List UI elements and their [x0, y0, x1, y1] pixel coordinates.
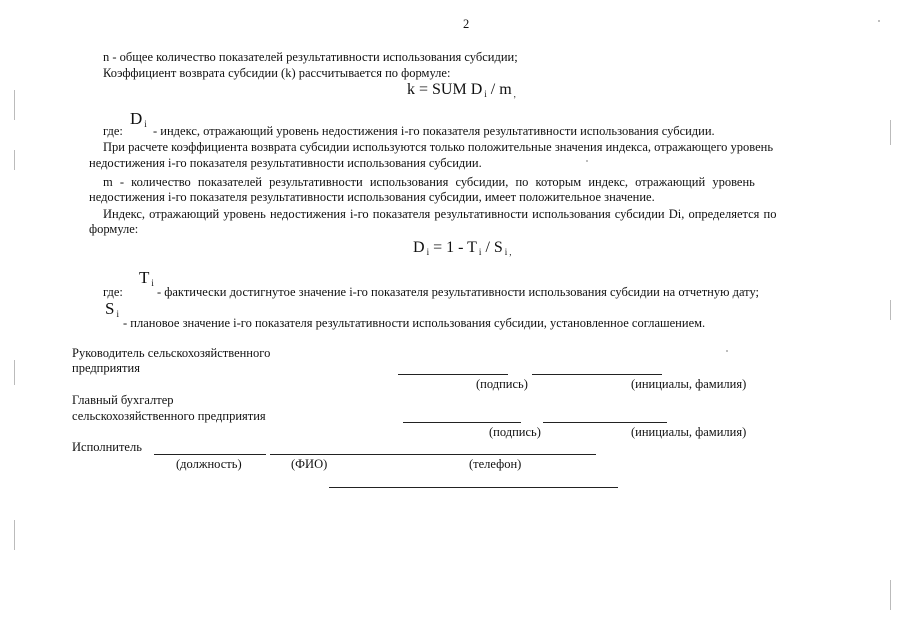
formula-d-eq: = 1 - T: [433, 239, 477, 256]
symbol-s-letter: S: [105, 299, 115, 318]
symbol-d: [130, 111, 147, 129]
formula-k-right: / m: [490, 81, 512, 98]
formula-d-s-sub: i: [504, 247, 508, 257]
scan-dot: [586, 160, 588, 162]
scan-dot: [726, 350, 728, 352]
accountant-label-1: Главный бухгалтер: [72, 393, 174, 407]
accountant-name-line: [543, 422, 667, 423]
where-label-d: где:: [103, 124, 123, 138]
where-label-t: где:: [103, 285, 123, 299]
accountant-signature-caption: (подпись): [489, 425, 541, 439]
formula-d-tail: ,: [509, 247, 512, 257]
executor-position-line: [154, 454, 266, 455]
executor-label: Исполнитель: [72, 440, 142, 454]
bottom-line: [329, 487, 618, 488]
accountant-label-2: сельскохозяйственного предприятия: [72, 409, 266, 423]
page-number: 2: [463, 17, 470, 31]
formula-k: [407, 82, 516, 99]
formula-d: [413, 240, 512, 257]
symbol-t: [139, 270, 154, 288]
head-label-2: предприятия: [72, 361, 140, 375]
scan-mark: [14, 90, 15, 120]
formula-d-letter: D: [413, 239, 425, 256]
accountant-signature-line: [403, 422, 521, 423]
m-definition-2: недостижения i-го показателя результативности использования субсидии, имеет положительное значение.: [89, 190, 655, 204]
s-definition: - плановое значение i-го показателя результативности использования субсидии, установленное соглашением.: [123, 316, 706, 330]
position-caption: (должность): [176, 457, 242, 471]
positive-line-2: недостижения i-го показателя результативности использования субсидии.: [89, 156, 482, 170]
scan-mark: [14, 360, 15, 385]
n-definition: n - общее количество показателей результативности использования субсидии;: [103, 50, 518, 64]
t-definition: - фактически достигнутое значение i-го показателя результативности использования субсидии на отчетную дату;: [157, 285, 760, 299]
scan-mark: [890, 580, 891, 610]
symbol-t-letter: T: [139, 268, 150, 287]
symbol-s: [105, 301, 119, 319]
formula-d-sub: i: [426, 247, 430, 257]
head-initials-caption: (инициалы, фамилия): [631, 377, 747, 391]
formula-d-slash: / S: [485, 239, 503, 256]
executor-fio-phone-line: [270, 454, 596, 455]
di-intro-1: Индекс, отражающий уровень недостижения i-го показателя результативности использования субсидии Di, определяется по: [103, 207, 777, 221]
formula-k-tail: ,: [513, 89, 516, 99]
symbol-d-sub: i: [144, 119, 147, 129]
scan-mark: [890, 300, 891, 320]
symbol-d-letter: D: [130, 109, 143, 128]
symbol-t-sub: i: [151, 278, 154, 288]
scan-dot: [878, 20, 880, 22]
fio-caption: (ФИО): [291, 457, 328, 471]
head-signature-line: [398, 374, 508, 375]
scan-mark: [890, 120, 891, 145]
head-label-1: Руководитель сельскохозяйственного: [72, 346, 271, 360]
accountant-initials-caption: (инициалы, фамилия): [631, 425, 747, 439]
scan-mark: [14, 150, 15, 170]
head-name-line: [532, 374, 662, 375]
scan-mark: [14, 520, 15, 550]
m-definition-1: m - количество показателей результативности использования субсидии, по которым индекс, отражающий уровень: [103, 175, 755, 189]
formula-k-sub: i: [484, 89, 487, 99]
d-definition: - индекс, отражающий уровень недостижения i-го показателя результативности использования субсидии.: [153, 124, 715, 138]
symbol-s-sub: i: [116, 309, 119, 319]
formula-d-t-sub: i: [478, 247, 482, 257]
head-signature-caption: (подпись): [476, 377, 528, 391]
di-intro-2: формуле:: [89, 222, 139, 236]
formula-k-left: k = SUM D: [407, 81, 483, 98]
k-intro: Коэффициент возврата субсидии (k) рассчитывается по формуле:: [103, 66, 451, 80]
positive-line-1: При расчете коэффициента возврата субсидии используются только положительные значения индекса, отражающего уровень: [103, 140, 774, 154]
phone-caption: (телефон): [469, 457, 522, 471]
